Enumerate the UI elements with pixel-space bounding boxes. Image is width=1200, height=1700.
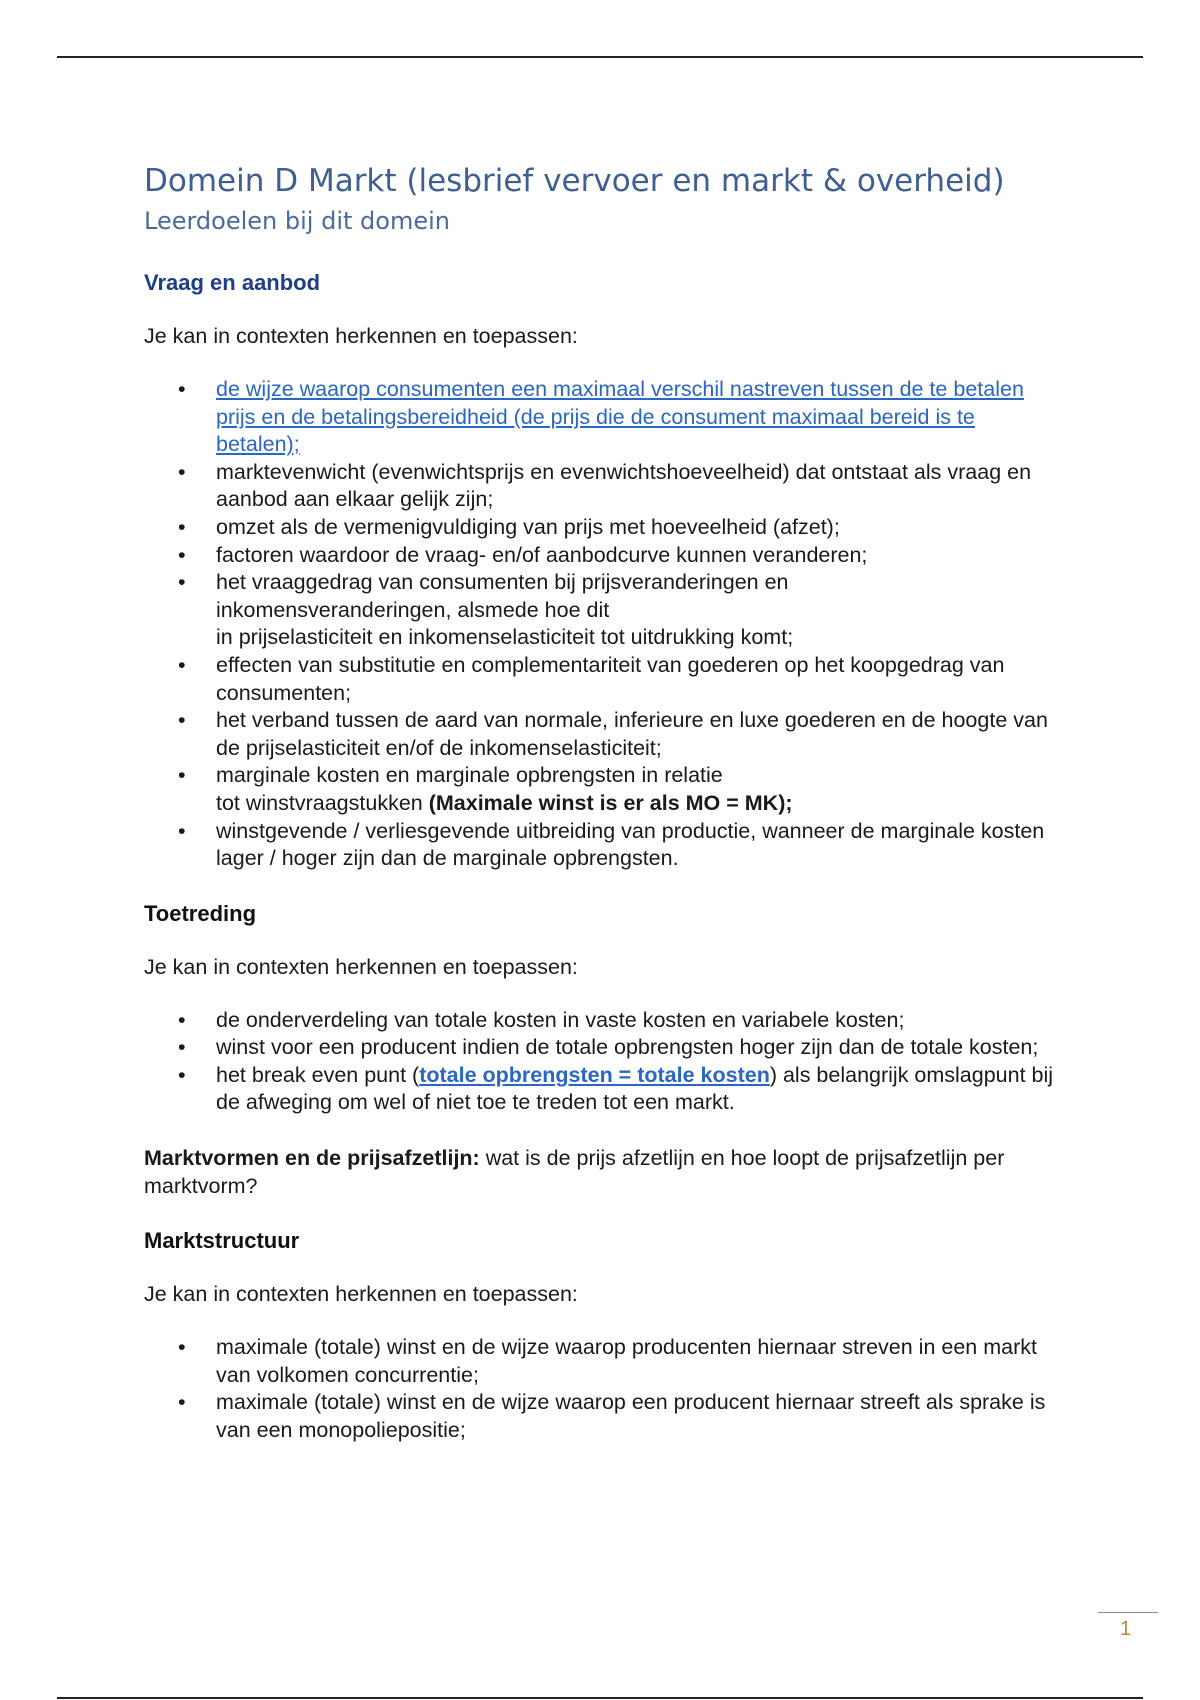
list-item-text: ) als belangrijk omslagpunt bij de afweging om wel of niet toe te treden tot een markt.	[216, 1062, 1054, 1115]
list-item	[144, 459, 1064, 514]
list-item	[144, 652, 1064, 707]
list-item-text: omzet als de vermenigvuldiging van prijs met hoeveelheid (afzet);	[216, 514, 840, 539]
bullet-icon: •	[178, 459, 186, 484]
bullet-list-toetreding	[144, 1007, 1064, 1117]
bullet-icon: •	[178, 1390, 186, 1415]
list-item-text-line: inkomensveranderingen, alsmede hoe dit	[216, 597, 610, 622]
document-body	[144, 160, 1064, 1445]
hyperlink-break-even[interactable]: totale opbrengsten = totale kosten	[419, 1062, 770, 1087]
list-item	[144, 1062, 1064, 1117]
list-item	[144, 1034, 1064, 1062]
section-intro: Je kan in contexten herkennen en toepassen:	[144, 1282, 578, 1307]
list-item-text: marktevenwicht (evenwichtsprijs en evenwichtshoeveelheid) dat ontstaat als vraag en aanbod aan elkaar gelijk zijn;	[216, 459, 1032, 512]
list-item	[144, 514, 1064, 542]
bullet-icon: •	[178, 1335, 186, 1360]
list-item-text: maximale (totale) winst en de wijze waarop een producent hiernaar streeft als sprake is van een monopoliepositie;	[216, 1390, 1046, 1443]
list-item	[144, 818, 1064, 873]
list-item	[144, 542, 1064, 570]
bullet-icon: •	[178, 570, 186, 595]
bullet-icon: •	[178, 514, 186, 539]
bullet-icon: •	[178, 818, 186, 843]
list-item-text: de onderverdeling van totale kosten in vaste kosten en variabele kosten;	[216, 1007, 905, 1032]
bullet-icon: •	[178, 652, 186, 677]
list-item	[144, 569, 1064, 652]
marktvormen-heading: Marktvormen en de prijsafzetlijn:	[144, 1146, 480, 1171]
marktvormen-paragraph	[144, 1145, 1064, 1200]
footer-rule	[57, 1697, 1143, 1699]
header-rule	[57, 56, 1143, 58]
bullet-list-vraag	[144, 376, 1064, 873]
bullet-list-marktstructuur	[144, 1334, 1064, 1444]
list-item-text: winst voor een producent indien de totale opbrengsten hoger zijn dan de totale kosten;	[216, 1035, 1039, 1060]
list-item	[144, 762, 1064, 817]
page-number: 1	[1120, 1618, 1132, 1640]
list-item-text-line: in prijselasticiteit en inkomenselasticiteit tot uitdrukking komt;	[216, 625, 794, 650]
list-item-text-line: marginale kosten en marginale opbrengsten in relatie	[216, 763, 723, 788]
section-heading-marktstructuur: Marktstructuur	[144, 1228, 300, 1254]
list-item-text: maximale (totale) winst en de wijze waarop producenten hiernaar streven in een markt van volkomen concurrentie;	[216, 1335, 1037, 1387]
list-item-text: winstgevende / verliesgevende uitbreiding van productie, wanneer de marginale kosten lager / hoger zijn dan de marginale opbrengsten.	[216, 818, 1045, 871]
bullet-icon: •	[178, 763, 186, 788]
emphasis-mo-mk: (Maximale winst is er als MO = MK);	[428, 790, 793, 815]
section-intro: Je kan in contexten herkennen en toepassen:	[144, 954, 578, 979]
list-item	[144, 1007, 1064, 1035]
list-item-text-line: tot winstvraagstukken	[216, 790, 429, 815]
page-title: Domein D Markt (lesbrief vervoer en markt & overheid)	[144, 163, 1005, 199]
list-item	[144, 1334, 1064, 1389]
section-heading-vraag-en-aanbod: Vraag en aanbod	[144, 270, 321, 295]
hyperlink-betalingsbereidheid[interactable]: de wijze waarop consumenten een maximaal verschil nastreven tussen de te betalen prijs en de betalingsbereidheid (de prijs die de consument maximaal bereid is te betalen);	[216, 377, 1024, 457]
list-item	[144, 707, 1064, 762]
marktvormen-text: wat is de prijs afzetlijn en hoe loopt de prijsafzetlijn per marktvorm?	[144, 1146, 1005, 1198]
list-item	[144, 376, 1064, 459]
list-item-text: het verband tussen de aard van normale, inferieure en luxe goederen en de hoogte van de prijselasticiteit en/of de inkomenselasticiteit;	[216, 708, 1048, 760]
section-intro: Je kan in contexten herkennen en toepassen:	[144, 324, 578, 348]
list-item-text: factoren waardoor de vraag- en/of aanbodcurve kunnen veranderen;	[216, 542, 868, 567]
list-item-text: het break even punt (	[216, 1062, 420, 1087]
bullet-icon: •	[178, 708, 186, 733]
section-heading-toetreding: Toetreding	[144, 900, 257, 926]
list-item-text: effecten van substitutie en complementariteit van goederen op het koopgedrag van consumenten;	[216, 652, 1005, 705]
list-item	[144, 1389, 1064, 1444]
list-item-text-line: het vraaggedrag van consumenten bij prijsveranderingen en	[216, 570, 789, 595]
page-number-rule	[1098, 1612, 1158, 1613]
bullet-icon: •	[178, 1035, 186, 1060]
bullet-icon: •	[178, 1007, 186, 1032]
bullet-icon: •	[178, 377, 186, 401]
page-subtitle: Leerdoelen bij dit domein	[144, 207, 450, 235]
bullet-icon: •	[178, 1062, 186, 1087]
bullet-icon: •	[178, 542, 186, 567]
